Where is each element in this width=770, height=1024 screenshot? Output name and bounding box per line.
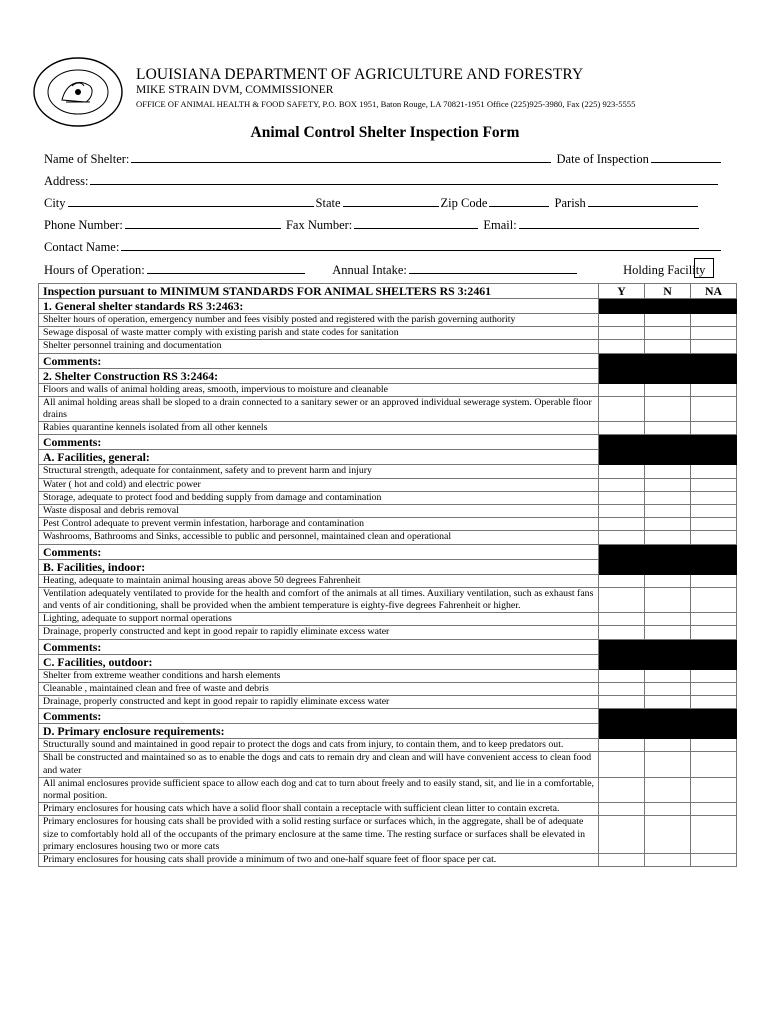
answer-cell-n[interactable] bbox=[645, 383, 691, 396]
comments-blackout-n bbox=[645, 544, 691, 559]
comments-row bbox=[39, 709, 737, 724]
answer-cell-y[interactable] bbox=[599, 314, 645, 327]
table-row bbox=[39, 803, 737, 816]
section-blackout-na bbox=[691, 299, 737, 314]
hours-of-operation-field[interactable] bbox=[147, 262, 305, 274]
comments-blackout-n bbox=[645, 709, 691, 724]
criterion-text: Shall be constructed and maintained so as to enable the dogs and cats to remain dry and clean and will have convenient access to clean food and water bbox=[39, 752, 599, 777]
answer-cell-y[interactable] bbox=[599, 574, 645, 587]
answer-cell-y[interactable] bbox=[599, 777, 645, 802]
comments-blackout-na bbox=[691, 435, 737, 450]
table-row bbox=[39, 491, 737, 504]
section-blackout-n bbox=[645, 724, 691, 739]
criterion-text: Pest Control adequate to prevent vermin infestation, harborage and contamination bbox=[39, 518, 599, 531]
holding-facility-label: Holding Facility bbox=[623, 263, 706, 277]
answer-cell-na[interactable] bbox=[691, 491, 737, 504]
comments-blackout-y bbox=[599, 544, 645, 559]
section-title-row bbox=[39, 368, 737, 383]
state-field[interactable] bbox=[343, 195, 439, 207]
table-row bbox=[39, 327, 737, 340]
answer-cell-y[interactable] bbox=[599, 587, 645, 612]
comments-blackout-na bbox=[691, 353, 737, 368]
form-title: Animal Control Shelter Inspection Form bbox=[250, 124, 520, 141]
answer-cell-n[interactable] bbox=[645, 777, 691, 802]
comments-blackout-y bbox=[599, 353, 645, 368]
phone-number-label: Phone Number: bbox=[44, 218, 123, 232]
answer-cell-na[interactable] bbox=[691, 752, 737, 777]
answer-cell-y[interactable] bbox=[599, 854, 645, 867]
criterion-text: Primary enclosures for housing cats shall provide a minimum of two and one-half square feet of floor space per cat. bbox=[39, 854, 599, 867]
answer-cell-na[interactable] bbox=[691, 314, 737, 327]
comments-blackout-y bbox=[599, 709, 645, 724]
date-of-inspection-label: Date of Inspection bbox=[556, 152, 649, 166]
address-row bbox=[44, 173, 720, 189]
answer-cell-na[interactable] bbox=[691, 396, 737, 421]
comments-row bbox=[39, 353, 737, 368]
answer-cell-na[interactable] bbox=[691, 816, 737, 854]
comments-blackout-y bbox=[599, 639, 645, 654]
answer-cell-n[interactable] bbox=[645, 587, 691, 612]
table-row bbox=[39, 531, 737, 544]
comments-row bbox=[39, 544, 737, 559]
table-row bbox=[39, 613, 737, 626]
answer-cell-n[interactable] bbox=[645, 626, 691, 639]
holding-facility-checkbox[interactable] bbox=[694, 258, 714, 278]
comments-row bbox=[39, 639, 737, 654]
answer-cell-n[interactable] bbox=[645, 531, 691, 544]
section-title-row bbox=[39, 450, 737, 465]
criterion-text: Rabies quarantine kennels isolated from all other kennels bbox=[39, 422, 599, 435]
criterion-text: Shelter hours of operation, emergency number and fees visibly posted and registered with the parish governing authority bbox=[39, 314, 599, 327]
answer-cell-n[interactable] bbox=[645, 327, 691, 340]
answer-cell-y[interactable] bbox=[599, 465, 645, 478]
criterion-text: All animal holding areas shall be sloped to a drain connected to a sanitary sewer or an approved individual sewerage system. Operable floor drains bbox=[39, 396, 599, 421]
table-row bbox=[39, 314, 737, 327]
criterion-text: Drainage, properly constructed and kept in good repair to rapidly eliminate excess water bbox=[39, 696, 599, 709]
criterion-text: Storage, adequate to protect food and bedding supply from damage and contamination bbox=[39, 491, 599, 504]
city-label: City bbox=[44, 196, 66, 210]
answer-cell-na[interactable] bbox=[691, 465, 737, 478]
table-row bbox=[39, 478, 737, 491]
table-row bbox=[39, 777, 737, 802]
comments-blackout-y bbox=[599, 435, 645, 450]
answer-cell-n[interactable] bbox=[645, 682, 691, 695]
table-row bbox=[39, 696, 737, 709]
answer-cell-na[interactable] bbox=[691, 696, 737, 709]
zip-code-field[interactable] bbox=[489, 195, 549, 207]
answer-cell-n[interactable] bbox=[645, 505, 691, 518]
comments-label[interactable]: Comments: bbox=[39, 709, 599, 724]
section-title-row bbox=[39, 654, 737, 669]
answer-cell-n[interactable] bbox=[645, 396, 691, 421]
section-blackout-na bbox=[691, 654, 737, 669]
answer-cell-na[interactable] bbox=[691, 422, 737, 435]
column-header-na: NA bbox=[691, 284, 737, 299]
section-title: C. Facilities, outdoor: bbox=[39, 654, 599, 669]
answer-cell-y[interactable] bbox=[599, 739, 645, 752]
answer-cell-n[interactable] bbox=[645, 816, 691, 854]
answer-cell-y[interactable] bbox=[599, 682, 645, 695]
answer-cell-y[interactable] bbox=[599, 696, 645, 709]
column-header-n: N bbox=[645, 284, 691, 299]
phone-number-field[interactable] bbox=[125, 217, 281, 229]
section-blackout-n bbox=[645, 559, 691, 574]
criterion-text: Shelter from extreme weather conditions and harsh elements bbox=[39, 669, 599, 682]
answer-cell-na[interactable] bbox=[691, 574, 737, 587]
hours-of-operation-label: Hours of Operation: bbox=[44, 263, 145, 277]
answer-cell-na[interactable] bbox=[691, 669, 737, 682]
state-label: State bbox=[315, 196, 341, 210]
criterion-text: Water ( hot and cold) and electric power bbox=[39, 478, 599, 491]
answer-cell-na[interactable] bbox=[691, 613, 737, 626]
office-contact-info: OFFICE OF ANIMAL HEALTH & FOOD SAFETY, P.O. BOX 1951, Baton Rouge, LA 70821-1951 Office (225)925-3980, Fax (225) 923-5555 bbox=[136, 99, 636, 109]
answer-cell-n[interactable] bbox=[645, 669, 691, 682]
answer-cell-n[interactable] bbox=[645, 752, 691, 777]
email-label: Email: bbox=[483, 218, 517, 232]
table-row bbox=[39, 669, 737, 682]
answer-cell-y[interactable] bbox=[599, 816, 645, 854]
criterion-text: Washrooms, Bathrooms and Sinks, accessible to public and personnel, maintained clean and operational bbox=[39, 531, 599, 544]
section-title: B. Facilities, indoor: bbox=[39, 559, 599, 574]
answer-cell-n[interactable] bbox=[645, 854, 691, 867]
answer-cell-na[interactable] bbox=[691, 803, 737, 816]
section-blackout-na bbox=[691, 368, 737, 383]
address-field[interactable] bbox=[90, 173, 718, 185]
comments-blackout-na bbox=[691, 544, 737, 559]
criterion-text: Sewage disposal of waste matter comply with existing parish and state codes for sanitation bbox=[39, 327, 599, 340]
annual-intake-field[interactable] bbox=[409, 262, 577, 274]
answer-cell-y[interactable] bbox=[599, 752, 645, 777]
table-row bbox=[39, 752, 737, 777]
criterion-text: Waste disposal and debris removal bbox=[39, 505, 599, 518]
section-title-row bbox=[39, 559, 737, 574]
department-name: LOUISIANA DEPARTMENT OF AGRICULTURE AND FORESTRY bbox=[136, 66, 584, 83]
answer-cell-na[interactable] bbox=[691, 478, 737, 491]
answer-cell-na[interactable] bbox=[691, 777, 737, 802]
answer-cell-y[interactable] bbox=[599, 327, 645, 340]
answer-cell-n[interactable] bbox=[645, 518, 691, 531]
answer-cell-y[interactable] bbox=[599, 669, 645, 682]
answer-cell-y[interactable] bbox=[599, 518, 645, 531]
answer-cell-n[interactable] bbox=[645, 696, 691, 709]
table-row bbox=[39, 383, 737, 396]
table-row bbox=[39, 422, 737, 435]
comments-blackout-n bbox=[645, 639, 691, 654]
answer-cell-n[interactable] bbox=[645, 340, 691, 353]
section-title: A. Facilities, general: bbox=[39, 450, 599, 465]
table-row bbox=[39, 574, 737, 587]
answer-cell-n[interactable] bbox=[645, 803, 691, 816]
table-row bbox=[39, 626, 737, 639]
section-blackout-n bbox=[645, 450, 691, 465]
answer-cell-n[interactable] bbox=[645, 613, 691, 626]
answer-cell-y[interactable] bbox=[599, 383, 645, 396]
table-row bbox=[39, 518, 737, 531]
criterion-text: Drainage, properly constructed and kept in good repair to rapidly eliminate excess water bbox=[39, 626, 599, 639]
section-blackout-y bbox=[599, 299, 645, 314]
criterion-text: Lighting, adequate to support normal operations bbox=[39, 613, 599, 626]
table-heading: Inspection pursuant to MINIMUM STANDARDS FOR ANIMAL SHELTERS RS 3:2461 bbox=[39, 284, 599, 299]
criterion-text: Floors and walls of animal holding areas, smooth, impervious to moisture and cleanable bbox=[39, 383, 599, 396]
annual-intake-label: Annual Intake: bbox=[332, 263, 407, 277]
section-blackout-n bbox=[645, 654, 691, 669]
answer-cell-n[interactable] bbox=[645, 478, 691, 491]
criterion-text: Primary enclosures for housing cats shall be provided with a solid resting surface or surfaces which, in the aggregate, shall be of adequate size to comfortably hold all of the occupants of the primary enclosure at the same time. The resting surface or surfaces shall be elevated in primary enclosures housing two or more cats bbox=[39, 816, 599, 854]
table-row bbox=[39, 340, 737, 353]
section-blackout-y bbox=[599, 368, 645, 383]
answer-cell-na[interactable] bbox=[691, 340, 737, 353]
table-row bbox=[39, 505, 737, 518]
answer-cell-na[interactable] bbox=[691, 854, 737, 867]
section-blackout-y bbox=[599, 559, 645, 574]
answer-cell-y[interactable] bbox=[599, 531, 645, 544]
city-field[interactable] bbox=[68, 195, 314, 207]
criterion-text: All animal enclosures provide sufficient space to allow each dog and cat to turn about freely and to easily stand, sit, and lie in a comfortable, normal position. bbox=[39, 777, 599, 802]
section-blackout-y bbox=[599, 450, 645, 465]
answer-cell-n[interactable] bbox=[645, 422, 691, 435]
louisiana-agriculture-seal-logo bbox=[32, 56, 124, 128]
answer-cell-na[interactable] bbox=[691, 587, 737, 612]
section-title-row bbox=[39, 299, 737, 314]
answer-cell-n[interactable] bbox=[645, 574, 691, 587]
comments-label[interactable]: Comments: bbox=[39, 435, 599, 450]
zip-code-label: Zip Code bbox=[440, 196, 488, 210]
contact-name-field[interactable] bbox=[121, 239, 721, 251]
comments-row bbox=[39, 435, 737, 450]
answer-cell-y[interactable] bbox=[599, 803, 645, 816]
criterion-text: Structural strength, adequate for containment, safety and to prevent harm and injury bbox=[39, 465, 599, 478]
comments-blackout-n bbox=[645, 435, 691, 450]
section-title-row bbox=[39, 724, 737, 739]
comments-blackout-n bbox=[645, 353, 691, 368]
criterion-text: Structurally sound and maintained in good repair to protect the dogs and cats from injury, to contain them, and to keep predators out. bbox=[39, 739, 599, 752]
section-title: 2. Shelter Construction RS 3:2464: bbox=[39, 368, 599, 383]
criterion-text: Primary enclosures for housing cats which have a solid floor shall contain a receptacle with sufficient clean litter to contain excreta. bbox=[39, 803, 599, 816]
commissioner-name: MIKE STRAIN DVM, COMMISSIONER bbox=[136, 84, 334, 96]
section-blackout-na bbox=[691, 724, 737, 739]
answer-cell-na[interactable] bbox=[691, 327, 737, 340]
criterion-text: Ventilation adequately ventilated to provide for the health and comfort of the animals at all times. Auxiliary ventilation, such as exhaust fans and vents of air conditioning, shall be provided when the ambient temperature is eighty-five degrees Fahrenheit or higher. bbox=[39, 587, 599, 612]
answer-cell-n[interactable] bbox=[645, 314, 691, 327]
comments-label[interactable]: Comments: bbox=[39, 353, 599, 368]
date-of-inspection-field[interactable] bbox=[651, 151, 721, 163]
section-title: 1. General shelter standards RS 3:2463: bbox=[39, 299, 599, 314]
answer-cell-na[interactable] bbox=[691, 626, 737, 639]
answer-cell-na[interactable] bbox=[691, 518, 737, 531]
section-blackout-y bbox=[599, 654, 645, 669]
name-of-shelter-field[interactable] bbox=[131, 151, 551, 163]
section-blackout-na bbox=[691, 559, 737, 574]
comments-blackout-na bbox=[691, 709, 737, 724]
parish-label: Parish bbox=[554, 196, 586, 210]
answer-cell-na[interactable] bbox=[691, 682, 737, 695]
city-state-zip-row bbox=[44, 195, 700, 211]
answer-cell-y[interactable] bbox=[599, 505, 645, 518]
answer-cell-y[interactable] bbox=[599, 478, 645, 491]
section-blackout-n bbox=[645, 299, 691, 314]
section-blackout-y bbox=[599, 724, 645, 739]
table-row bbox=[39, 854, 737, 867]
answer-cell-y[interactable] bbox=[599, 491, 645, 504]
name-of-shelter-label: Name of Shelter: bbox=[44, 152, 130, 166]
contact-name-label: Contact Name: bbox=[44, 240, 120, 254]
fax-number-label: Fax Number: bbox=[285, 218, 353, 232]
answer-cell-n[interactable] bbox=[645, 491, 691, 504]
fax-number-field[interactable] bbox=[354, 217, 478, 229]
inspection-table bbox=[38, 283, 737, 867]
criterion-text: Shelter personnel training and documentation bbox=[39, 340, 599, 353]
answer-cell-y[interactable] bbox=[599, 396, 645, 421]
address-label: Address: bbox=[44, 174, 89, 188]
table-row bbox=[39, 587, 737, 612]
criterion-text: Cleanable , maintained clean and free of waste and debris bbox=[39, 682, 599, 695]
section-blackout-na bbox=[691, 450, 737, 465]
criterion-text: Heating, adequate to maintain animal housing areas above 50 degrees Fahrenheit bbox=[39, 574, 599, 587]
hours-intake-row bbox=[44, 262, 705, 278]
answer-cell-na[interactable] bbox=[691, 531, 737, 544]
phone-fax-email-row bbox=[44, 217, 701, 233]
answer-cell-na[interactable] bbox=[691, 739, 737, 752]
comments-label[interactable]: Comments: bbox=[39, 639, 599, 654]
answer-cell-y[interactable] bbox=[599, 613, 645, 626]
section-blackout-n bbox=[645, 368, 691, 383]
answer-cell-y[interactable] bbox=[599, 340, 645, 353]
table-row bbox=[39, 682, 737, 695]
contact-name-row bbox=[44, 239, 723, 255]
table-row bbox=[39, 465, 737, 478]
answer-cell-n[interactable] bbox=[645, 465, 691, 478]
comments-label[interactable]: Comments: bbox=[39, 544, 599, 559]
answer-cell-na[interactable] bbox=[691, 505, 737, 518]
table-row bbox=[39, 816, 737, 854]
parish-field[interactable] bbox=[588, 195, 698, 207]
email-field[interactable] bbox=[519, 217, 699, 229]
table-header-row bbox=[39, 284, 737, 299]
answer-cell-na[interactable] bbox=[691, 383, 737, 396]
comments-blackout-na bbox=[691, 639, 737, 654]
table-row bbox=[39, 739, 737, 752]
answer-cell-y[interactable] bbox=[599, 422, 645, 435]
name-of-shelter-row bbox=[44, 151, 723, 167]
column-header-y: Y bbox=[599, 284, 645, 299]
answer-cell-n[interactable] bbox=[645, 739, 691, 752]
section-title: D. Primary enclosure requirements: bbox=[39, 724, 599, 739]
table-row bbox=[39, 396, 737, 421]
answer-cell-y[interactable] bbox=[599, 626, 645, 639]
